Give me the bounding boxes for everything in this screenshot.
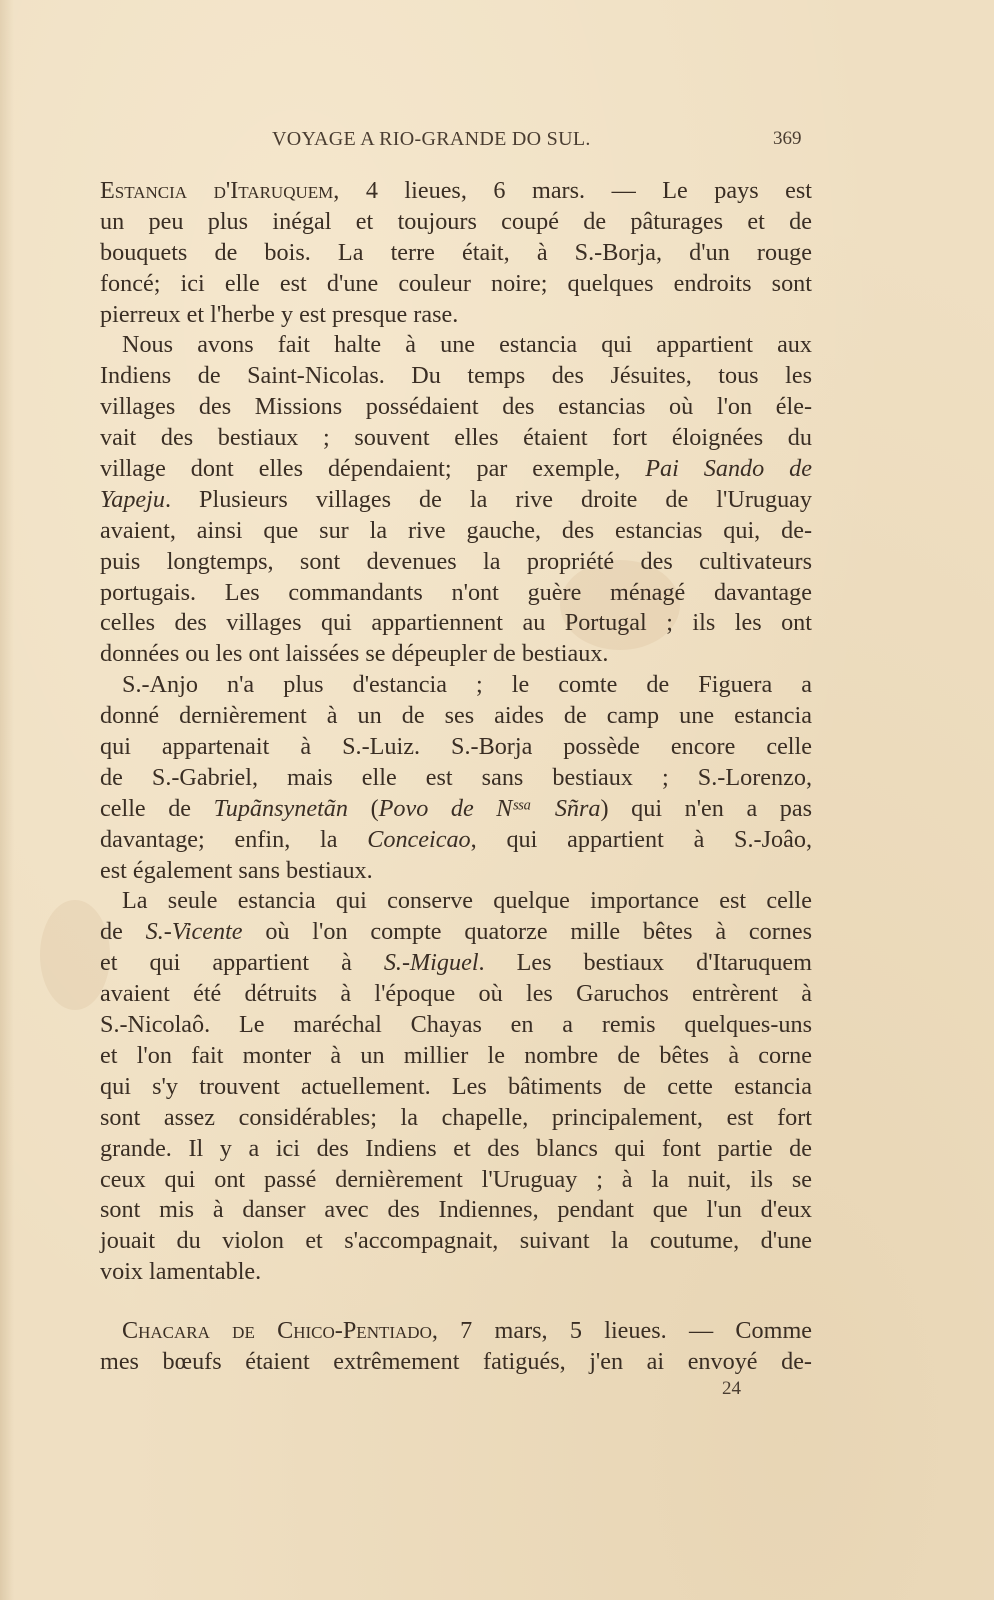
text-line bbox=[100, 207, 812, 238]
text-run: un peu plus inégal et toujours coupé de pâturages et de bbox=[100, 207, 812, 235]
italic-term: Tupãnsynetãn bbox=[213, 794, 348, 822]
text-line bbox=[100, 547, 812, 578]
text-line bbox=[100, 639, 812, 670]
text-run: sont mis à danser avec des Indiennes, pendant que l'un d'eux bbox=[100, 1196, 812, 1224]
text-run: avaient été détruits à l'époque où les Garuchos entrèrent à bbox=[100, 980, 812, 1008]
italic-term: Povo de Nˢˢᵃ Sñra bbox=[378, 794, 601, 822]
text-run: est également sans bestiaux. bbox=[100, 856, 373, 884]
text-run: davantage; enfin, la bbox=[100, 825, 368, 853]
text-line bbox=[100, 1134, 812, 1165]
text-run: jouait du violon et s'accompagnait, suivant la coutume, d'une bbox=[100, 1227, 812, 1255]
paragraph bbox=[100, 886, 812, 1288]
text-run: ( bbox=[348, 794, 379, 822]
text-run: voix lamentable. bbox=[100, 1258, 262, 1286]
text-run: qui s'y trouvent actuellement. Les bâtiments de cette estancia bbox=[100, 1072, 812, 1100]
text-line bbox=[100, 392, 812, 423]
italic-term: Conceicao bbox=[367, 825, 471, 853]
text-run: celle de bbox=[100, 794, 214, 822]
text-line bbox=[100, 1103, 812, 1134]
text-run: . Les bestiaux d'Itaruquem bbox=[478, 949, 812, 977]
running-title: VOYAGE A RIO-GRANDE DO SUL. bbox=[272, 128, 591, 150]
text-run: celles des villages qui appartiennent au Portugal ; ils les ont bbox=[100, 609, 812, 637]
text-run: La seule estancia qui conserve quelque importance est celle bbox=[122, 887, 812, 915]
text-line bbox=[100, 1316, 812, 1347]
text-line bbox=[100, 763, 812, 794]
text-line bbox=[100, 1195, 812, 1226]
section-heading: Estancia d'Itaruquem bbox=[100, 177, 334, 204]
text-line bbox=[100, 269, 812, 300]
text-line bbox=[100, 516, 812, 547]
text-run: sont assez considérables; la chapelle, principalement, est fort bbox=[100, 1103, 812, 1131]
text-run: , 4 lieues, 6 mars. — Le pays est bbox=[333, 177, 812, 204]
italic-term: S.-Vicente bbox=[145, 918, 243, 946]
text-line bbox=[100, 330, 812, 361]
text-run: foncé; ici elle est d'une couleur noire; quelques endroits sont bbox=[100, 269, 812, 297]
text-run: S.-Nicolaô. Le maréchal Chayas en a remis quelques-uns bbox=[100, 1011, 812, 1039]
text-run: de bbox=[100, 918, 146, 946]
paragraph bbox=[100, 176, 812, 330]
text-run: grande. Il y a ici des Indiens et des blancs qui font partie de bbox=[100, 1134, 812, 1162]
text-line bbox=[100, 485, 812, 516]
text-line bbox=[100, 670, 812, 701]
text-line bbox=[100, 176, 812, 207]
text-run: avaient, ainsi que sur la rive gauche, des estancias qui, de- bbox=[100, 516, 812, 544]
text-run: où l'on compte quatorze mille bêtes à cornes bbox=[242, 918, 812, 946]
text-line bbox=[100, 454, 812, 485]
text-run: et l'on fait monter à un millier le nombre de bêtes à corne bbox=[100, 1041, 812, 1069]
text-run: villages des Missions possédaient des estancias où l'on éle- bbox=[100, 393, 812, 421]
text-run: données ou les ont laissées se dépeupler de bestiaux. bbox=[100, 640, 609, 668]
text-run: , qui appartient à S.-Joâo, bbox=[470, 825, 812, 853]
text-line bbox=[100, 1010, 812, 1041]
text-run: mes bœufs étaient extrêmement fatigués, j'en ai envoyé de- bbox=[100, 1347, 812, 1375]
text-line bbox=[100, 1347, 812, 1378]
text-line bbox=[100, 856, 812, 887]
text-line bbox=[100, 608, 812, 639]
paragraph bbox=[100, 1316, 812, 1378]
text-run: ceux qui ont passé dernièrement l'Uruguay ; à la nuit, ils se bbox=[100, 1165, 812, 1193]
page-number: 369 bbox=[773, 128, 802, 149]
text-run: de S.-Gabriel, mais elle est sans bestiaux ; S.-Lorenzo, bbox=[100, 763, 812, 791]
text-run: Indiens de Saint-Nicolas. Du temps des Jésuites, tous les bbox=[100, 362, 812, 390]
italic-term: Pai Sando de bbox=[645, 455, 813, 483]
text-line bbox=[100, 701, 812, 732]
text-run: ) qui n'en a pas bbox=[600, 794, 812, 822]
section-heading: Chacara de Chico-Pentiado bbox=[122, 1317, 432, 1345]
text-run: bouquets de bois. La terre était, à S.-Borja, d'un rouge bbox=[100, 238, 812, 266]
section-gap bbox=[100, 1288, 812, 1316]
paragraph bbox=[100, 330, 812, 670]
text-run: portugais. Les commandants n'ont guère ménagé davantage bbox=[100, 578, 812, 606]
text-run: vait des bestiaux ; souvent elles étaient fort éloignées du bbox=[100, 424, 812, 452]
text-run: , 7 mars, 5 lieues. — Comme bbox=[431, 1317, 813, 1345]
text-line bbox=[100, 238, 812, 269]
italic-term: S.-Miguel bbox=[383, 949, 479, 977]
text-run: qui appartenait à S.-Luiz. S.-Borja possède encore celle bbox=[100, 733, 812, 761]
text-run: S.-Anjo n'a plus d'estancia ; le comte de Figuera a bbox=[122, 671, 812, 699]
text-run: donné dernièrement à un de ses aides de camp une estancia bbox=[100, 702, 812, 730]
paragraph bbox=[100, 670, 812, 886]
text-line bbox=[100, 979, 812, 1010]
text-run: et qui appartient à bbox=[100, 949, 384, 977]
text-run: Nous avons fait halte à une estancia qui appartient aux bbox=[122, 331, 812, 359]
text-line bbox=[100, 886, 812, 917]
text-line bbox=[100, 794, 812, 825]
text-line bbox=[100, 1041, 812, 1072]
text-line bbox=[100, 1072, 812, 1103]
text-line bbox=[100, 300, 812, 331]
text-line bbox=[100, 361, 812, 392]
italic-term: Yapeju bbox=[100, 485, 165, 513]
text-line bbox=[100, 578, 812, 609]
text-line bbox=[100, 825, 812, 856]
text-line bbox=[100, 948, 812, 979]
text-run: . Plusieurs villages de la rive droite de l'Uruguay bbox=[164, 485, 812, 513]
text-run: pierreux et l'herbe y est presque rase. bbox=[100, 300, 459, 328]
text-line bbox=[100, 917, 812, 948]
signature-mark: 24 bbox=[722, 1378, 741, 1399]
body-text bbox=[100, 176, 812, 1378]
text-line bbox=[100, 732, 812, 763]
text-line bbox=[100, 1226, 812, 1257]
text-line bbox=[100, 1165, 812, 1196]
text-line bbox=[100, 423, 812, 454]
text-run: puis longtemps, sont devenues la propriété des cultivateurs bbox=[100, 547, 812, 575]
text-line bbox=[100, 1257, 812, 1288]
text-run: village dont elles dépendaient; par exemple, bbox=[100, 455, 646, 483]
